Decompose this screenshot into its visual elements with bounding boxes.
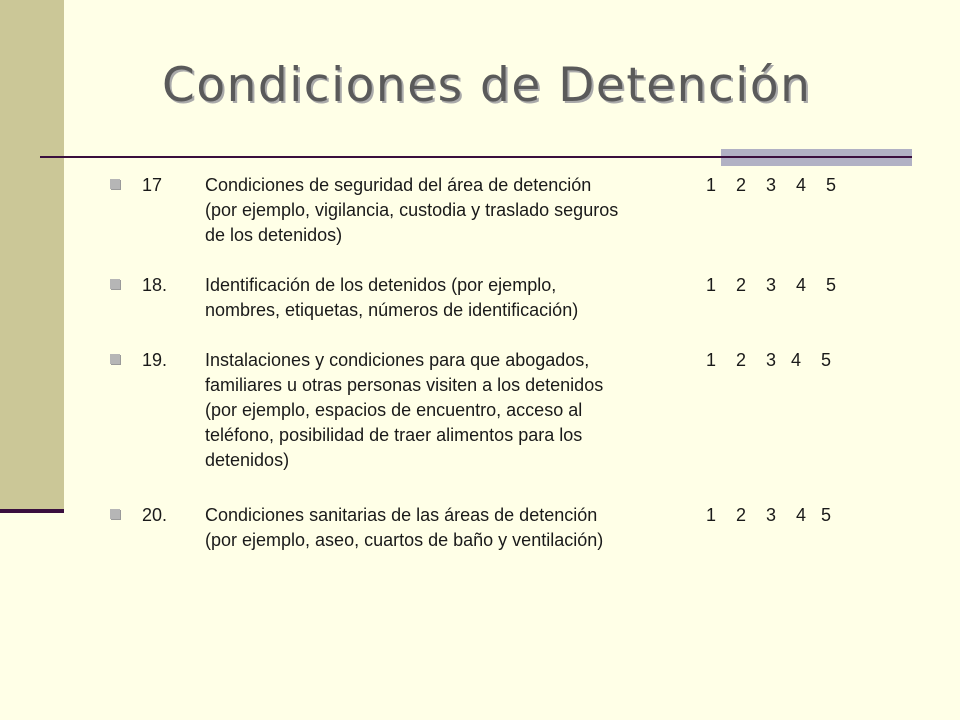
bullet-icon — [110, 179, 120, 189]
item-text-line: de los detenidos) — [205, 225, 343, 245]
rating-scale: 1 2 3 4 5 — [706, 505, 832, 525]
bullet-icon — [110, 279, 120, 289]
item-text-line: Condiciones sanitarias de las áreas de detención — [205, 505, 598, 525]
rating-scale: 1 2 3 4 5 — [706, 175, 837, 195]
bullet-icon — [110, 354, 120, 364]
item-number: 20. — [142, 505, 168, 525]
item-text-line: familiares u otras personas visiten a los detenidos — [205, 375, 604, 395]
item-number: 17 — [142, 175, 163, 195]
item-text — [205, 273, 703, 323]
item-text-line: (por ejemplo, aseo, cuartos de baño y ventilación) — [205, 530, 604, 550]
item-text-line: Identificación de los detenidos (por ejemplo, — [205, 275, 557, 295]
rating-scale: 1 2 3 4 5 — [706, 350, 832, 370]
item-text-line: teléfono, posibilidad de traer alimentos para los — [205, 425, 583, 445]
item-text-line: Instalaciones y condiciones para que abogados, — [205, 350, 590, 370]
item-text-line: nombres, etiquetas, números de identificación) — [205, 300, 579, 320]
rating-scale: 1 2 3 4 5 — [706, 275, 837, 295]
slide-title: Condiciones de Detención — [162, 58, 812, 113]
item-text-line: (por ejemplo, espacios de encuentro, acceso al — [205, 400, 583, 420]
item-text-line: (por ejemplo, vigilancia, custodia y traslado seguros — [205, 200, 619, 220]
item-text-line: detenidos) — [205, 450, 290, 470]
item-text — [205, 173, 703, 248]
item-number: 19. — [142, 350, 168, 370]
item-text — [205, 348, 703, 473]
item-text-line: Condiciones de seguridad del área de detención — [205, 175, 592, 195]
item-number: 18. — [142, 275, 168, 295]
item-text — [205, 503, 703, 553]
bullet-icon — [110, 509, 120, 519]
